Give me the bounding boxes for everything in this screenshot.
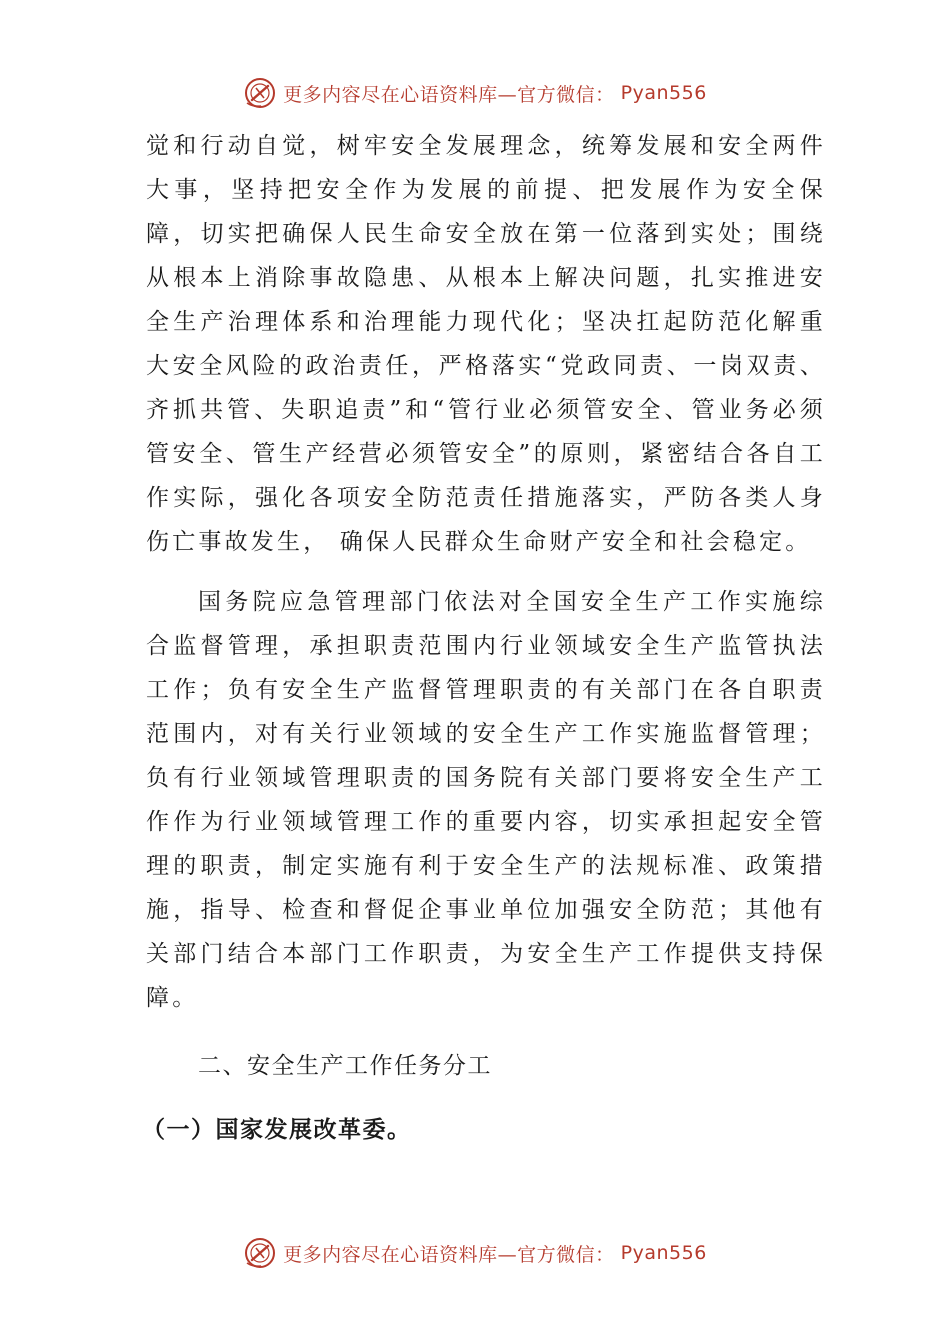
watermark-text: 更多内容尽在心语资料库—官方微信： [283, 83, 615, 106]
footer-watermark [0, 1236, 950, 1270]
watermark-text: 更多内容尽在心语资料库—官方微信： [283, 1243, 615, 1266]
section-heading: 二、安全生产工作任务分工 [198, 1053, 492, 1079]
document-body [142, 124, 826, 1152]
watermark-wechat-id: Pyan556 [620, 82, 707, 104]
body-paragraph: 国务院应急管理部门依法对全国安全生产工作实施综合监督管理，承担职责范围内行业领域安全生产监管执法工作；负有安全生产监督管理职责的有关部门在各自职责范围内，对有关行业领域的安全生产工作实施监督管理；负有行业领域管理职责的国务院有关部门要将安全生产工作作为行业领域管理工作的重要内容，切实承担起安全管理的职责，制定实施有利于安全生产的法规标准、政策措施，指导、检查和督促企事业单位加强安全防范；其他有关部门结合本部门工作职责，为安全生产工作提供支持保障。 [146, 589, 826, 1011]
seal-logo-icon [243, 76, 277, 110]
seal-logo-icon [243, 1236, 277, 1270]
watermark-wechat-id: Pyan556 [620, 1242, 707, 1264]
subsection-heading: （一）国家发展改革委。 [142, 1117, 412, 1143]
header-watermark [0, 76, 950, 110]
body-paragraph: 觉和行动自觉，树牢安全发展理念，统筹发展和安全两件大事，坚持把安全作为发展的前提、把发展作为安全保障，切实把确保人民生命安全放在第一位落到实处；围绕从根本上消除事故隐患、从根本上解决问题，扎实推进安全生产治理体系和治理能力现代化；坚决扛起防范化解重大安全风险的政治责任，严格落实“党政同责、一岗双责、齐抓共管、失职追责”和“管行业必须管安全、管业务必须管安全、管生产经营必须管安全”的原则，紧密结合各自工作实际，强化各项安全防范责任措施落实，严防各类人身伤亡事故发生， 确保人民群众生命财产安全和社会稳定。 [146, 133, 826, 555]
